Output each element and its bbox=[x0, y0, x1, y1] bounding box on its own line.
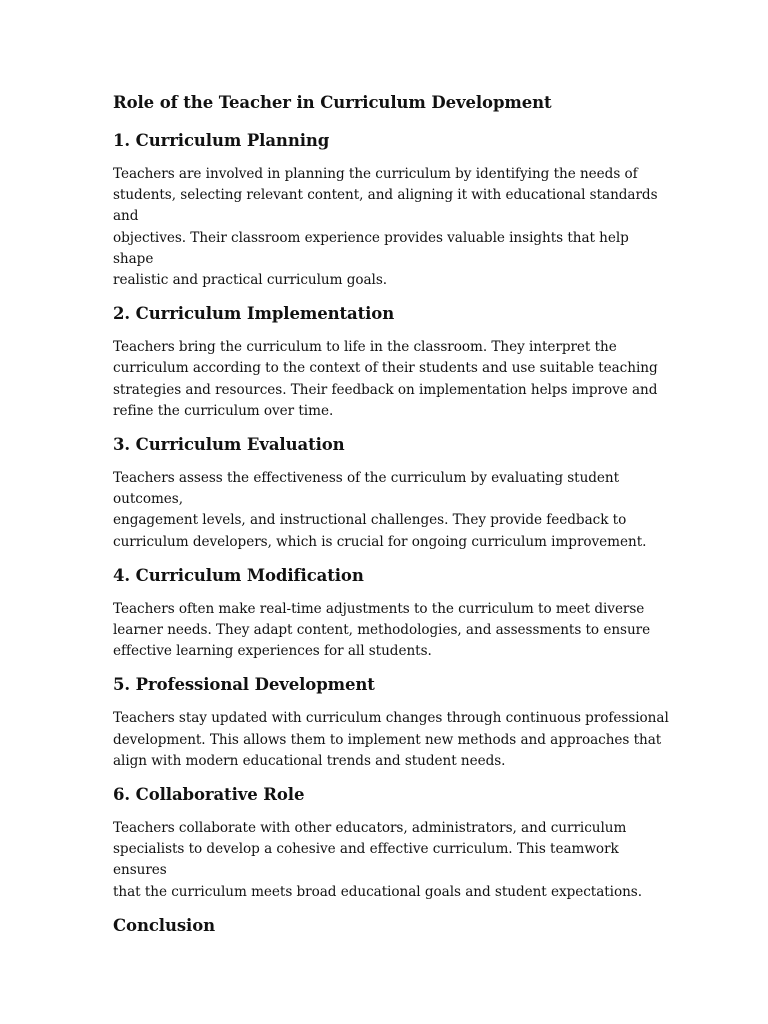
section-heading: 2. Curriculum Implementation bbox=[113, 304, 395, 324]
document-title: Role of the Teacher in Curriculum Development bbox=[113, 93, 552, 112]
document-content bbox=[113, 92, 673, 949]
section-heading: 3. Curriculum Evaluation bbox=[113, 435, 345, 455]
section-curriculum-planning bbox=[113, 130, 673, 291]
section-heading: 4. Curriculum Modification bbox=[113, 565, 364, 585]
section-curriculum-modification bbox=[113, 565, 673, 663]
section-body: Teachers assess the effectiveness of the curriculum by evaluating student outcomes, engagement levels, and instructional challenges. They provide feedback to curriculum developers, which is crucial for ongoing curriculum improvement. bbox=[113, 470, 647, 550]
section-curriculum-implementation bbox=[113, 303, 673, 422]
section-professional-development bbox=[113, 674, 673, 772]
section-body: Teachers bring the curriculum to life in the classroom. They interpret the curriculum according to the context of their students and use suitable teaching strategies and resources. Their feedback on implementation helps improve and refine the curriculum over time. bbox=[113, 339, 658, 419]
section-body: Teachers collaborate with other educators, administrators, and curriculum specialists to develop a cohesive and effective curriculum. This teamwork ensures that the curriculum meets broad educational goals and student expectations. bbox=[113, 820, 643, 900]
section-heading: Conclusion bbox=[113, 915, 216, 935]
section-body: Teachers stay updated with curriculum changes through continuous professional development. This allows them to implement new methods and approaches that align with modern educational trends and student needs. bbox=[113, 710, 669, 769]
section-collaborative-role bbox=[113, 784, 673, 903]
section-heading: 5. Professional Development bbox=[113, 675, 375, 695]
section-heading: 1. Curriculum Planning bbox=[113, 131, 330, 150]
section-heading: 6. Collaborative Role bbox=[113, 785, 305, 805]
section-curriculum-evaluation bbox=[113, 434, 673, 553]
section-conclusion bbox=[113, 915, 673, 937]
section-body: Teachers often make real-time adjustments to the curriculum to meet diverse learner needs. They adapt content, methodologies, and assessments to ensure effective learning experiences for all students. bbox=[113, 600, 651, 660]
section-body: Teachers are involved in planning the curriculum by identifying the needs of students, selecting relevant content, and aligning it with educational standards and objectives. Their classroom experience provides valuable insights that help shape realistic and practical curriculum goals. bbox=[113, 166, 658, 289]
